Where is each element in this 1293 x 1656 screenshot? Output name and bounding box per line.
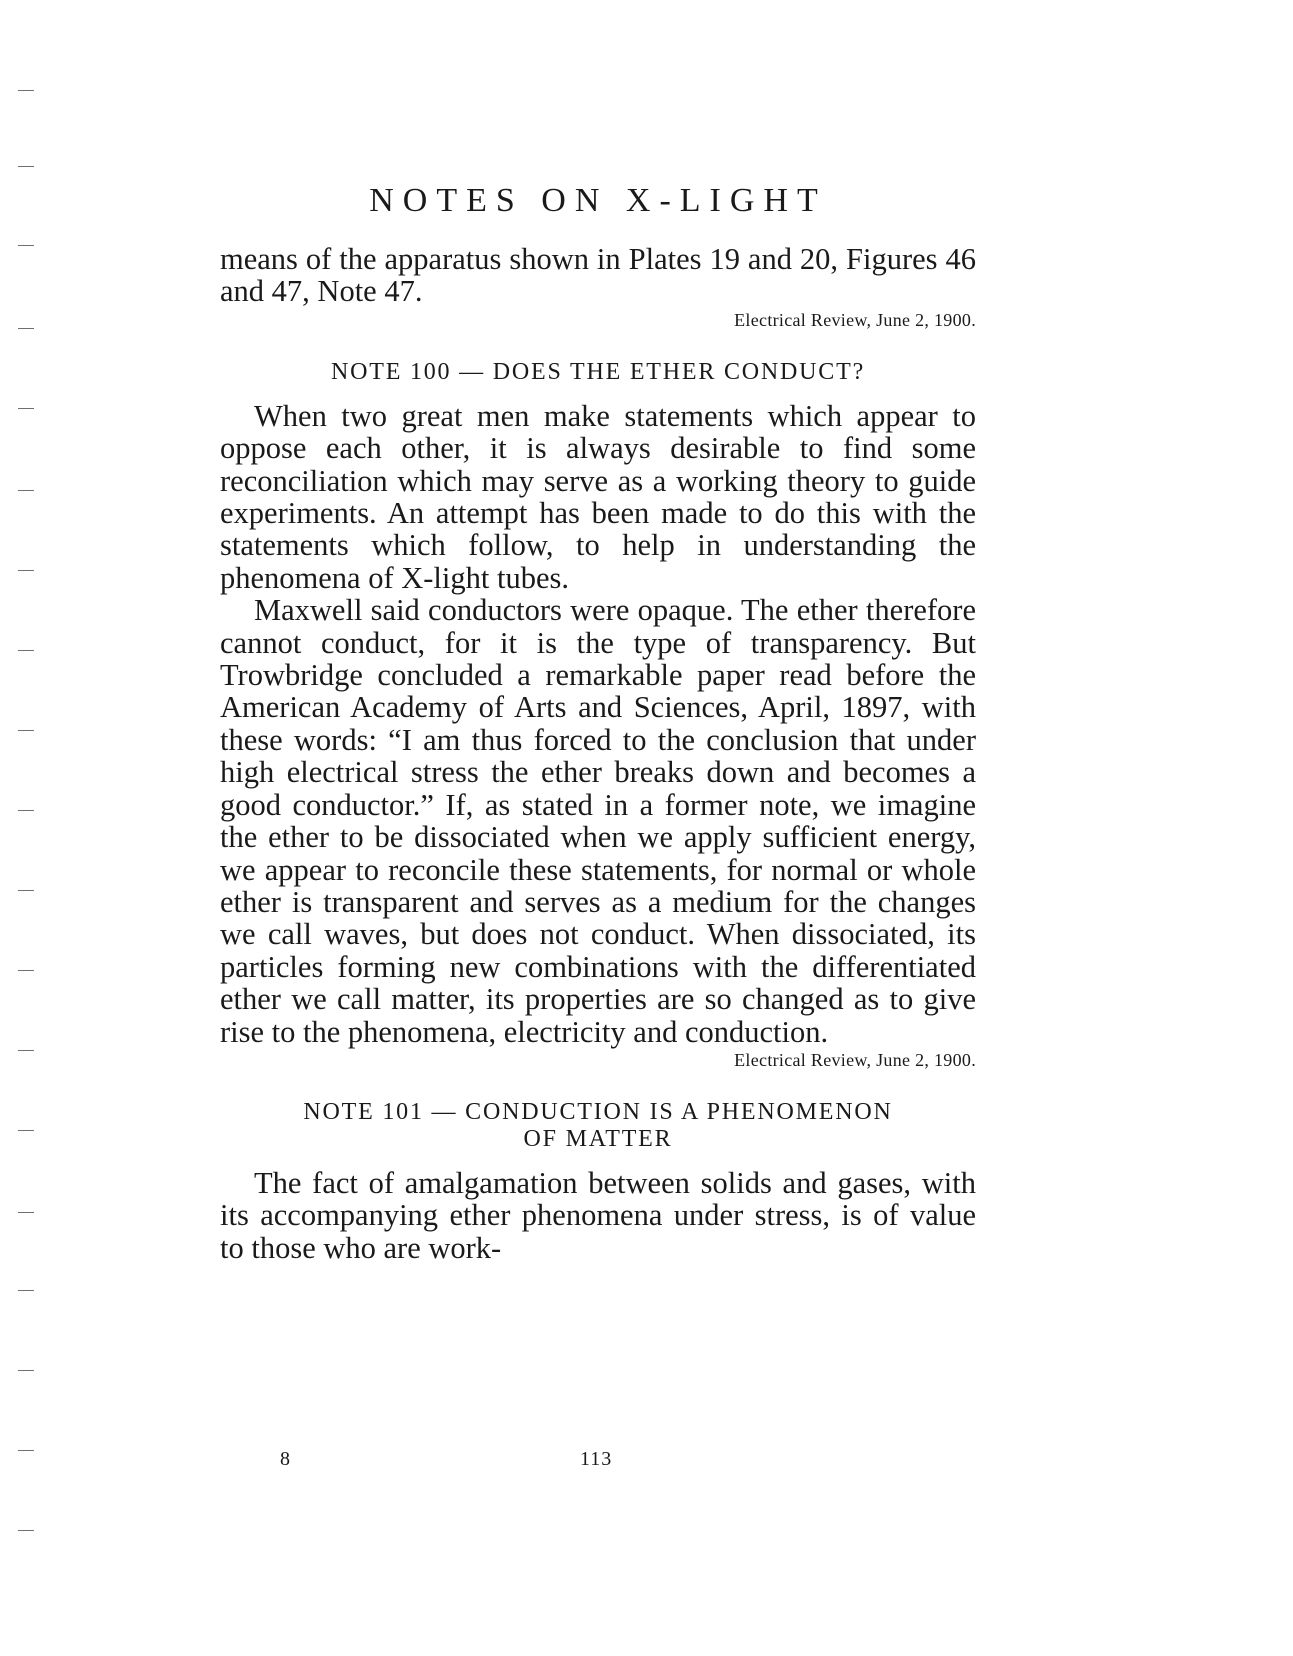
margin-tick: [18, 328, 34, 329]
note-100-heading: NOTE 100 — DOES THE ETHER CONDUCT?: [330, 358, 866, 385]
note-101-paragraph-1: The fact of amalgamation between solids and gases, with its accompanying ether phenomena under stress, is of value to those who are work-: [220, 1165, 976, 1265]
margin-tick: [18, 1130, 34, 1131]
margin-tick: [18, 490, 34, 491]
source-citation: Electrical Review, June 2, 1900.: [734, 309, 976, 330]
continuation-paragraph: means of the apparatus shown in Plates 19 and 20, Figures 46 and 47, Note 47.: [220, 242, 976, 309]
margin-tick: [18, 1290, 34, 1291]
margin-tick: [18, 1450, 34, 1451]
margin-tick: [18, 970, 34, 971]
note-101-heading: [220, 1099, 976, 1153]
margin-tick: [18, 90, 34, 91]
margin-tick: [18, 570, 34, 571]
signature-mark: 8: [280, 1448, 291, 1470]
note-100-paragraph-1: When two great men make statements which appear to oppose each other, it is always desirable to find some reconciliation which may serve as a working theory to guide experiments. An attempt has been made to do this with the statements which follow, to help in understanding the phenomena of X-light tubes.: [220, 398, 976, 595]
note-101-heading-line-2: OF MATTER: [523, 1125, 673, 1152]
source-citation: Electrical Review, June 2, 1900.: [734, 1049, 976, 1070]
text-column: [220, 243, 976, 1264]
margin-tick: [18, 1050, 34, 1051]
margin-tick: [18, 810, 34, 811]
margin-tick: [18, 890, 34, 891]
running-head: NOTES ON X-LIGHT: [369, 182, 827, 219]
margin-tick: [18, 166, 34, 167]
note-101-heading-line-1: NOTE 101 — CONDUCTION IS A PHENOMENON: [303, 1098, 893, 1125]
margin-tick: [18, 1530, 34, 1531]
margin-tick: [18, 1370, 34, 1371]
margin-tick: [18, 650, 34, 651]
margin-tick: [18, 730, 34, 731]
margin-tick: [18, 1212, 34, 1213]
margin-tick: [18, 408, 34, 409]
margin-tick: [18, 245, 34, 246]
page-number: 113: [580, 1448, 613, 1470]
note-100-paragraph-2: Maxwell said conductors were opaque. The ether therefore cannot conduct, for it is the type of transparency. But Trowbridge concluded a remarkable paper read before the American Academy of Arts and Sciences, April, 1897, with these words: “I am thus forced to the conclusion that under high electrical stress the ether breaks down and becomes a good conductor.” If, as stated in a former note, we imagine the ether to be dissociated when we apply sufficient energy, we appear to reconcile these statements, for normal or whole ether is transparent and serves as a medium for the changes we call waves, but does not conduct. When dissociated, its particles forming new combinations with the differentiated ether we call matter, its properties are so changed as to give rise to the phenomena, electricity and conduction.: [220, 593, 976, 1049]
margin-tick-marks: [18, 0, 38, 1656]
